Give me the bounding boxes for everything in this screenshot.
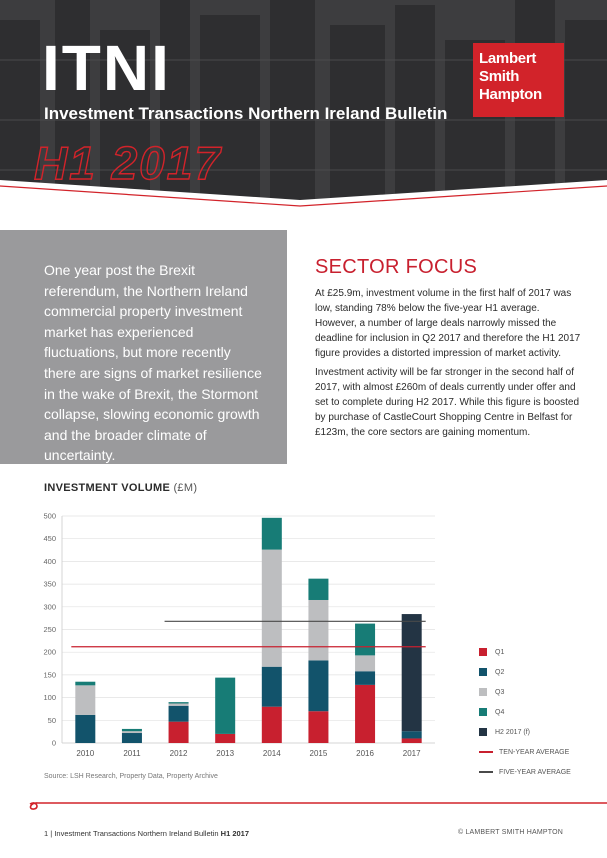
bar-segment <box>169 702 189 703</box>
chart-title-label: INVESTMENT VOLUME <box>44 482 171 494</box>
bar-segment <box>122 733 142 743</box>
bar-segment <box>262 667 282 707</box>
sector-focus-heading: SECTOR FOCUS <box>315 256 478 278</box>
sector-paragraph-1: At £25.9m, investment volume in the first half of 2017 was low, standing 78% below the five-year H1 average. However, a number of large deals narrowly missed the deadline for inclusion in Q2 2017 and therefore the H1 2017 figure provides a distorted impression of market activity. <box>315 288 581 359</box>
bulletin-subtitle: Investment Transactions Northern Ireland Bulletin <box>44 104 448 123</box>
legend-item <box>479 702 571 722</box>
page-number: 1 <box>44 829 49 838</box>
x-tick-label: 2012 <box>169 749 188 758</box>
bar-segment <box>355 671 375 685</box>
y-tick-label: 0 <box>51 738 56 748</box>
footer-left <box>44 829 249 838</box>
bar-segment <box>75 685 95 715</box>
x-tick-label: 2011 <box>123 749 141 758</box>
legend-swatch <box>479 728 487 736</box>
bar-segment <box>355 685 375 743</box>
legend-swatch <box>479 708 487 716</box>
header-banner <box>0 0 607 215</box>
intro-text: One year post the Brexit referendum, the Northern Ireland commercial property investment market has experienced fluctuations, but more recently there are signs of market resilience in the wake of Brexit, the Stormont collapse, slowing economic growth and the broader climate of uncertainty. <box>44 262 262 464</box>
footer-divider <box>0 798 607 818</box>
legend-item <box>479 722 571 742</box>
bar-segment <box>215 678 235 734</box>
logo-line-3: Hampton <box>479 86 542 103</box>
legend-label: FIVE-YEAR AVERAGE <box>499 768 571 776</box>
chart-legend <box>479 642 571 782</box>
legend-item <box>479 762 571 782</box>
legend-swatch <box>479 648 487 656</box>
x-tick-label: 2016 <box>356 749 374 758</box>
legend-line-swatch <box>479 751 493 753</box>
bar-segment <box>169 706 189 722</box>
bar-segment <box>122 729 142 731</box>
x-tick-label: 2010 <box>76 749 95 758</box>
x-tick-label: 2015 <box>309 749 328 758</box>
bar-segment <box>402 731 422 738</box>
legend-swatch <box>479 688 487 696</box>
legend-label: Q1 <box>495 648 505 656</box>
period-label: H1 2017 <box>34 137 222 189</box>
bar-segment <box>75 682 95 686</box>
footer-bulletin-name: Investment Transactions Northern Ireland Bulletin <box>54 829 219 838</box>
logo-line-2: Smith <box>479 68 520 85</box>
legend-item <box>479 642 571 662</box>
y-tick-label: 500 <box>43 511 56 521</box>
chart-title <box>44 482 197 494</box>
y-tick-label: 350 <box>43 579 56 589</box>
bar-segment <box>355 655 375 671</box>
legend-item <box>479 662 571 682</box>
bar-segment <box>75 715 95 743</box>
bar-segment <box>122 731 142 733</box>
intro-panel <box>0 230 287 464</box>
x-tick-label: 2014 <box>262 749 281 758</box>
sector-focus-body <box>315 286 583 444</box>
y-tick-label: 250 <box>43 625 56 634</box>
bar-segment <box>308 660 328 711</box>
legend-swatch <box>479 668 487 676</box>
bar-segment <box>169 722 189 743</box>
y-tick-label: 200 <box>43 647 56 657</box>
bar-segment <box>308 600 328 660</box>
bar-segment <box>169 704 189 706</box>
legend-label: TEN-YEAR AVERAGE <box>499 748 570 756</box>
bar-segment <box>262 707 282 743</box>
footer-copyright: © LAMBERT SMITH HAMPTON <box>457 829 563 836</box>
legend-item <box>479 742 571 762</box>
bar-segment <box>308 711 328 743</box>
bar-segment <box>308 579 328 600</box>
bar-segment <box>402 738 422 743</box>
sector-paragraph-2: Investment activity will be far stronger in the second half of 2017, with almost £260m of deals currently under offer and set to complete during H2 2017. While this figure is boosted by purchase of CastleCourt Shopping Centre in Belfast for £123m, the core sectors are gaining momentum. <box>315 367 580 438</box>
y-tick-label: 100 <box>43 693 56 703</box>
legend-label: Q2 <box>495 668 505 676</box>
legend-label: Q4 <box>495 708 505 716</box>
footer-period: H1 2017 <box>220 829 250 838</box>
page-title: ITNI <box>42 32 171 104</box>
legend-label: H2 2017 (f) <box>495 728 531 736</box>
bar-segment <box>402 614 422 731</box>
lsh-logo <box>473 43 564 117</box>
y-tick-label: 150 <box>43 670 56 680</box>
logo-line-1: Lambert <box>479 50 537 67</box>
bar-segment <box>262 518 282 550</box>
bar-segment <box>355 624 375 656</box>
bar-segment <box>215 734 235 743</box>
chart-title-unit: (£M) <box>173 482 198 494</box>
source-note: Source: LSH Research, Property Data, Property Archive <box>44 773 218 780</box>
legend-item <box>479 682 571 702</box>
y-tick-label: 50 <box>47 715 56 725</box>
y-tick-label: 400 <box>43 556 56 566</box>
legend-line-swatch <box>479 771 493 773</box>
y-tick-label: 450 <box>43 534 56 544</box>
y-tick-label: 300 <box>43 602 56 612</box>
bar-segment <box>262 550 282 667</box>
legend-label: Q3 <box>495 688 505 696</box>
x-tick-label: 2017 <box>402 749 421 758</box>
footer-separator: | <box>50 829 53 838</box>
x-tick-label: 2013 <box>216 749 235 758</box>
